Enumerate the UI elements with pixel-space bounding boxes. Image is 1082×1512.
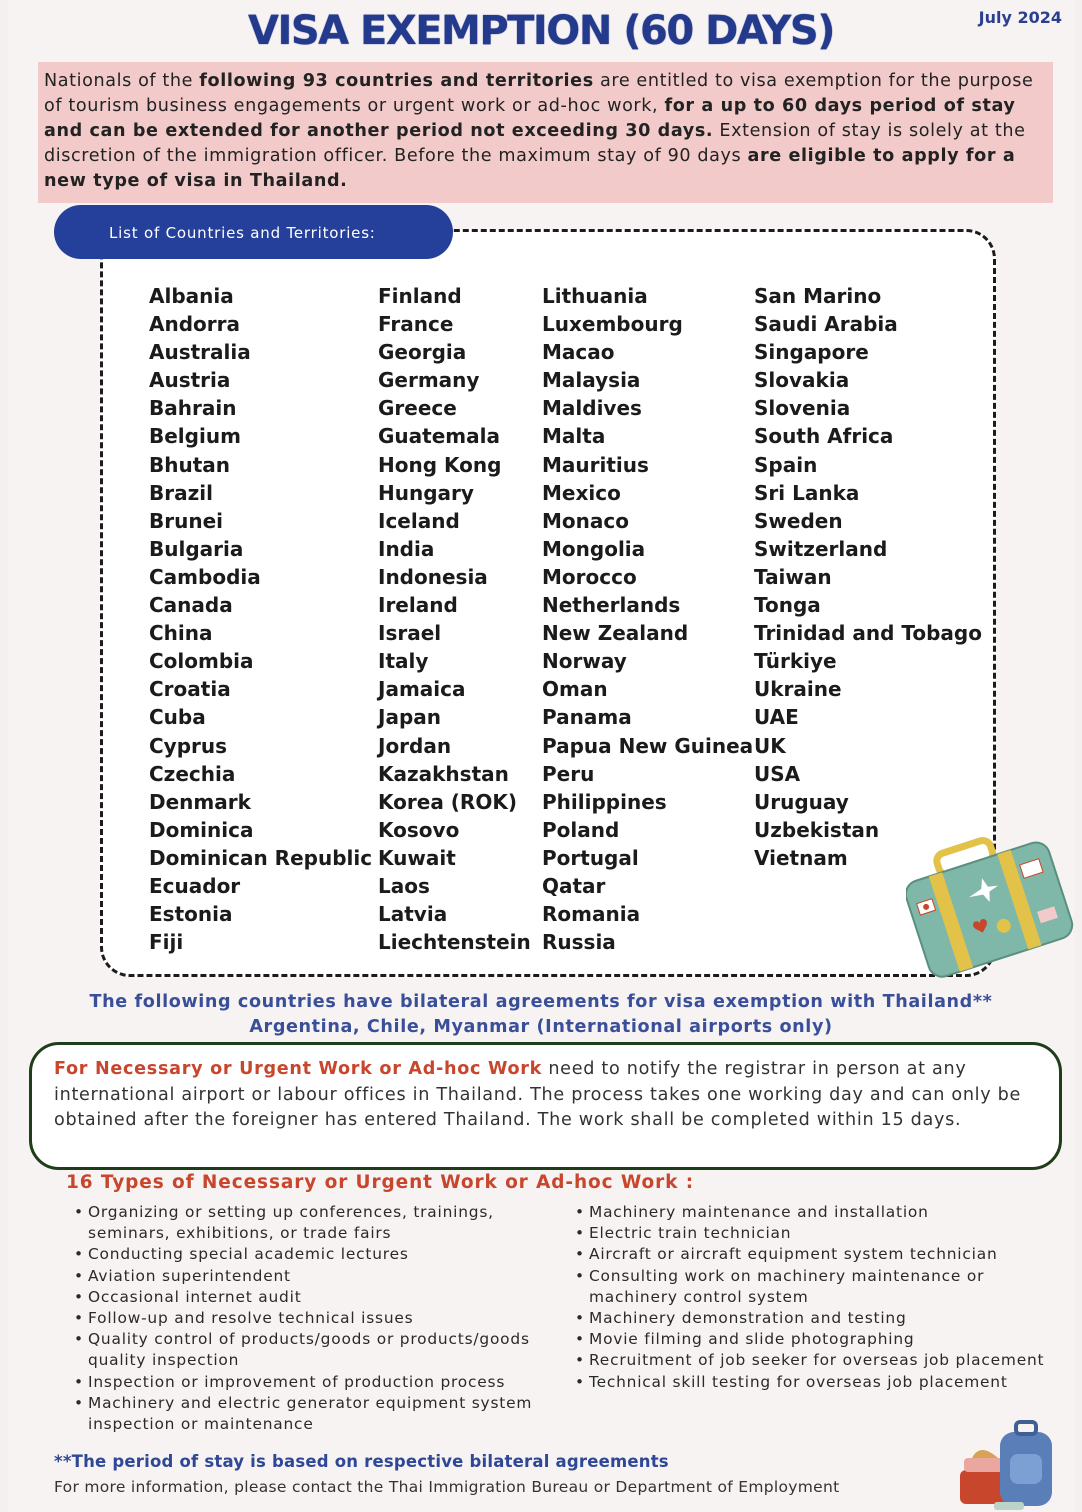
country-name: Austria: [149, 368, 231, 393]
country-name: Greece: [378, 396, 457, 421]
country-name: Slovakia: [754, 368, 850, 393]
intro-bold-1: following 93 countries and territories: [199, 71, 594, 91]
work-type-item: • Machinery maintenance and installation: [575, 1202, 1045, 1223]
work-type-item: • Movie filming and slide photographing: [575, 1329, 1045, 1350]
country-name: Australia: [149, 340, 251, 365]
country-name: Bahrain: [149, 396, 237, 421]
country-name: Slovenia: [754, 396, 851, 421]
country-name: Kazakhstan: [378, 761, 509, 786]
country-name: Korea (ROK): [378, 789, 517, 814]
country-name: Malta: [542, 424, 606, 449]
intro-panel: [38, 62, 1053, 203]
country-name: Portugal: [542, 845, 639, 870]
country-name: Macao: [542, 340, 615, 365]
country-name: Cyprus: [149, 733, 228, 758]
country-name: Fiji: [149, 930, 184, 955]
country-name: UAE: [754, 705, 799, 730]
country-name: Mexico: [542, 480, 621, 505]
intro-bold-3: are eligible to apply for a new type of visa in Thailand.: [44, 146, 1016, 191]
countries-column-1: [149, 282, 372, 956]
country-name: Peru: [542, 761, 595, 786]
notice-text: need to notify the registrar in person at any international airport or labour offices in Thailand. The process takes one working day and can only be obtained after the foreigner has entered Thailand. The work shall be completed within 15 days.: [54, 1059, 1022, 1130]
country-name: Indonesia: [378, 564, 488, 589]
country-name: Latvia: [378, 902, 448, 927]
country-name: Jamaica: [378, 677, 466, 702]
country-name: Kosovo: [378, 817, 460, 842]
country-name: Lithuania: [542, 284, 648, 308]
country-name: Monaco: [542, 508, 629, 533]
country-name: New Zealand: [542, 621, 689, 646]
country-name: Trinidad and Tobago: [754, 621, 982, 646]
work-type-item: • Consulting work on machinery maintenance or machinery control system: [575, 1266, 1045, 1308]
country-name: Panama: [542, 705, 632, 730]
country-name: Brazil: [149, 480, 213, 505]
country-name: Vietnam: [754, 845, 848, 870]
countries-column-2: [378, 282, 531, 956]
countries-list-label: List of Countries and Territories:: [54, 205, 453, 259]
work-type-item: • Quality control of products/goods or products/goods quality inspection: [74, 1329, 574, 1371]
bilateral-agreements: [8, 990, 1074, 1040]
visa-exemption-poster: [8, 0, 1074, 1512]
country-name: Oman: [542, 677, 608, 702]
country-name: Morocco: [542, 564, 637, 589]
country-name: Denmark: [149, 789, 251, 814]
work-types-left-list: [74, 1202, 574, 1435]
work-types-right-list: [575, 1202, 1045, 1393]
country-name: USA: [754, 761, 801, 786]
country-name: Saudi Arabia: [754, 312, 898, 337]
country-name: Colombia: [149, 649, 254, 674]
country-name: South Africa: [754, 424, 894, 449]
country-name: Cuba: [149, 705, 206, 730]
country-name: UK: [754, 733, 786, 758]
urgent-work-notice: [29, 1042, 1062, 1170]
country-name: Canada: [149, 593, 233, 618]
work-type-item: • Aircraft or aircraft equipment system technician: [575, 1244, 1045, 1265]
footnote: **The period of stay is based on respective bilateral agreements: [54, 1452, 669, 1471]
luggage-stack-icon: [954, 1418, 1064, 1510]
work-type-item: • Conducting special academic lectures: [74, 1244, 574, 1265]
country-name: Japan: [378, 705, 441, 730]
work-type-item: • Technical skill testing for overseas job placement: [575, 1372, 1045, 1393]
country-name: Guatemala: [378, 424, 500, 449]
work-type-item: • Occasional internet audit: [74, 1287, 574, 1308]
country-name: Hong Kong: [378, 452, 502, 477]
contact-info: For more information, please contact the Thai Immigration Bureau or Department of Employment: [54, 1478, 840, 1496]
countries-column-4: [754, 282, 982, 872]
country-name: Philippines: [542, 789, 667, 814]
country-name: Singapore: [754, 340, 869, 365]
country-name: Estonia: [149, 902, 233, 927]
country-name: China: [149, 621, 213, 646]
notice-highlight: For Necessary or Urgent Work or Ad-hoc Work: [54, 1059, 543, 1079]
work-type-item: • Machinery and electric generator equipment system inspection or maintenance: [74, 1393, 574, 1435]
country-name: Netherlands: [542, 593, 681, 618]
country-name: Iceland: [378, 508, 460, 533]
countries-column-3: [542, 282, 753, 956]
country-name: Qatar: [542, 873, 606, 898]
work-type-item: • Electric train technician: [575, 1223, 1045, 1244]
country-name: Uzbekistan: [754, 817, 880, 842]
country-name: Hungary: [378, 480, 474, 505]
intro-text-1: Nationals of the: [44, 71, 200, 91]
work-type-item: • Follow-up and resolve technical issues: [74, 1308, 574, 1329]
travel-suitcase-icon: [906, 830, 1082, 980]
country-name: Romania: [542, 902, 641, 927]
work-type-item: • Recruitment of job seeker for overseas job placement: [575, 1350, 1045, 1371]
country-name: Liechtenstein: [378, 930, 531, 955]
bilateral-line-2: Argentina, Chile, Myanmar (International airports only): [249, 1017, 833, 1037]
country-name: Czechia: [149, 761, 236, 786]
country-name: Dominican Republic: [149, 845, 373, 870]
country-name: Bhutan: [149, 452, 231, 477]
page-title: VISA EXEMPTION (60 DAYS): [248, 8, 834, 54]
bilateral-line-1: The following countries have bilateral agreements for visa exemption with Thailand**: [89, 992, 993, 1012]
country-name: Mauritius: [542, 452, 649, 477]
country-name: Malaysia: [542, 368, 641, 393]
country-name: Brunei: [149, 508, 224, 533]
intro-bold-2: for a up to 60 days period of stay and can be extended for another period not exceeding 30 days.: [44, 96, 1016, 141]
country-name: Spain: [754, 452, 818, 477]
country-name: Russia: [542, 930, 616, 955]
country-name: Ireland: [378, 593, 458, 618]
work-type-item: • Aviation superintendent: [74, 1266, 574, 1287]
country-name: Israel: [378, 621, 442, 646]
country-name: Ecuador: [149, 873, 241, 898]
country-name: Poland: [542, 817, 620, 842]
country-name: Ukraine: [754, 677, 842, 702]
country-name: Türkiye: [754, 649, 837, 674]
publication-date: July 2024: [978, 8, 1062, 27]
country-name: Taiwan: [754, 564, 832, 589]
country-name: Sri Lanka: [754, 480, 860, 505]
country-name: France: [378, 312, 454, 337]
country-name: Switzerland: [754, 536, 888, 561]
country-name: Germany: [378, 368, 480, 393]
country-name: Cambodia: [149, 564, 261, 589]
country-name: Albania: [149, 284, 234, 308]
country-name: Georgia: [378, 340, 467, 365]
work-types-title: 16 Types of Necessary or Urgent Work or Ad-hoc Work :: [66, 1172, 694, 1193]
country-name: Maldives: [542, 396, 642, 421]
country-name: Luxembourg: [542, 312, 683, 337]
country-name: Bulgaria: [149, 536, 244, 561]
country-name: Laos: [378, 873, 430, 898]
country-name: Kuwait: [378, 845, 456, 870]
country-name: Dominica: [149, 817, 254, 842]
country-name: Norway: [542, 649, 627, 674]
country-name: Tonga: [754, 593, 821, 618]
intro-text-2: are entitled to visa exemption for the purpose of tourism business engagements or urgent work or ad-hoc work,: [44, 71, 1034, 116]
country-name: Jordan: [378, 733, 452, 758]
work-type-item: • Machinery demonstration and testing: [575, 1308, 1045, 1329]
country-name: Belgium: [149, 424, 241, 449]
country-name: Mongolia: [542, 536, 646, 561]
country-name: San Marino: [754, 284, 882, 308]
country-name: Italy: [378, 649, 429, 674]
country-name: Uruguay: [754, 789, 849, 814]
country-name: Finland: [378, 284, 462, 308]
country-name: India: [378, 536, 435, 561]
country-name: Papua New Guinea: [542, 733, 754, 758]
country-name: Sweden: [754, 508, 843, 533]
intro-text-3: Extension of stay is solely at the discretion of the immigration officer. Before the maximum stay of 90 days: [44, 121, 1026, 166]
work-type-item: • Inspection or improvement of production process: [74, 1372, 574, 1393]
work-type-item: • Organizing or setting up conferences, trainings, seminars, exhibitions, or trade fairs: [74, 1202, 574, 1244]
country-name: Croatia: [149, 677, 231, 702]
country-name: Andorra: [149, 312, 240, 337]
